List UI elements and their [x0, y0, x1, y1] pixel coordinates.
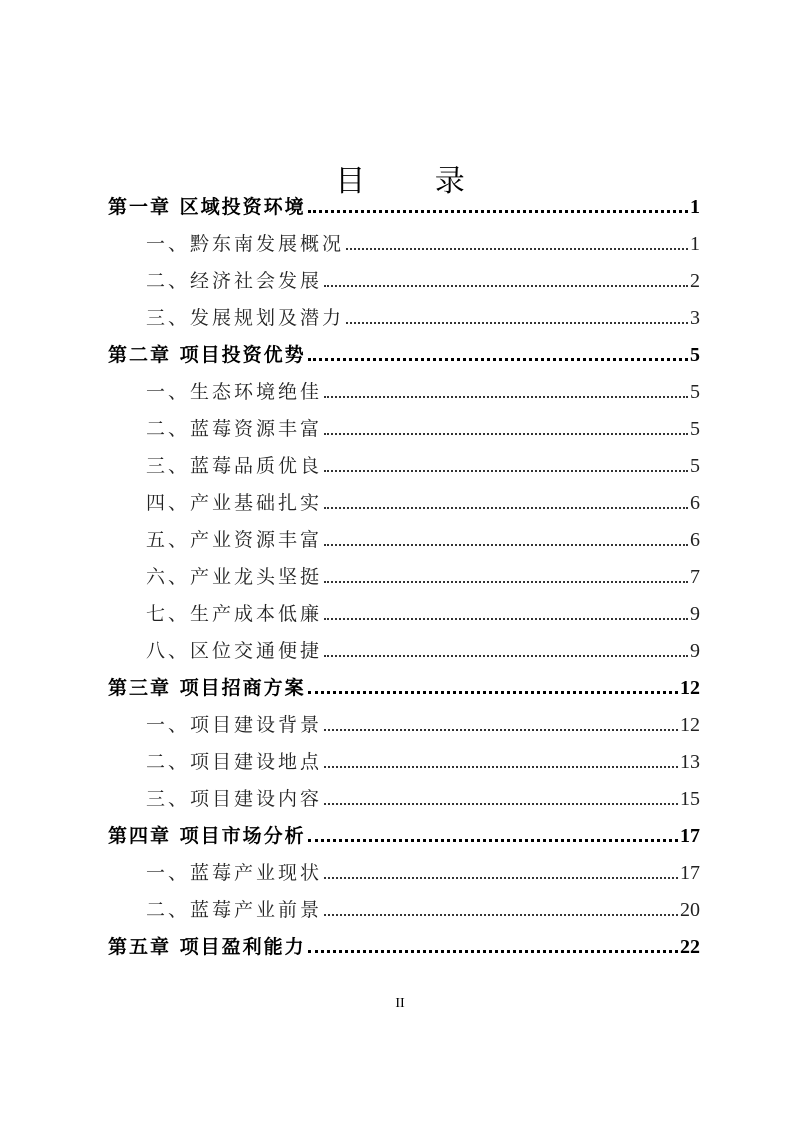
toc-entry-page-number: 1: [690, 196, 700, 218]
toc-chapter-entry[interactable]: [108, 667, 700, 704]
toc-entry-label: 一、生态环境绝佳: [146, 381, 323, 403]
toc-entry-label: 三、项目建设内容: [146, 788, 323, 810]
toc-dot-leader: [324, 433, 688, 435]
toc-chapter-entry[interactable]: [108, 815, 700, 852]
toc-section-entry[interactable]: [108, 223, 700, 260]
toc-chapter-entry[interactable]: [108, 186, 700, 223]
toc-section-entry[interactable]: [108, 593, 700, 630]
toc-entry-page-number: 5: [690, 418, 700, 440]
toc-dot-leader: [308, 210, 688, 213]
toc-entry-page-number: 7: [690, 566, 700, 588]
toc-dot-leader: [324, 396, 688, 398]
toc-chapter-entry[interactable]: [108, 926, 700, 963]
toc-entry-label: 第一章 区域投资环境: [108, 196, 306, 218]
toc-section-entry[interactable]: [108, 482, 700, 519]
toc-dot-leader: [308, 358, 688, 361]
toc-section-entry[interactable]: [108, 556, 700, 593]
toc-dot-leader: [324, 285, 688, 287]
toc-entry-page-number: 9: [690, 603, 700, 625]
toc-entry-label: 二、蓝莓产业前景: [146, 899, 323, 921]
toc-entry-label: 四、产业基础扎实: [146, 492, 323, 514]
toc-entry-page-number: 5: [690, 344, 700, 366]
toc-entry-page-number: 13: [680, 751, 700, 773]
toc-entry-page-number: 6: [690, 529, 700, 551]
toc-dot-leader: [324, 914, 678, 916]
toc-entry-page-number: 5: [690, 381, 700, 403]
toc-entry-page-number: 17: [680, 862, 700, 884]
toc-entry-label: 八、区位交通便捷: [146, 640, 323, 662]
toc-dot-leader: [346, 248, 688, 250]
toc-dot-leader: [324, 581, 688, 583]
toc-entry-label: 三、发展规划及潜力: [146, 307, 345, 329]
toc-entry-label: 第二章 项目投资优势: [108, 344, 306, 366]
toc-dot-leader: [308, 839, 678, 842]
toc-entry-page-number: 5: [690, 455, 700, 477]
toc-chapter-entry[interactable]: [108, 334, 700, 371]
toc-section-entry[interactable]: [108, 260, 700, 297]
toc-dot-leader: [324, 470, 688, 472]
toc-entry-label: 二、经济社会发展: [146, 270, 323, 292]
toc-dot-leader: [324, 544, 688, 546]
toc-section-entry[interactable]: [108, 630, 700, 667]
toc-entry-label: 一、项目建设背景: [146, 714, 323, 736]
toc-entry-page-number: 6: [690, 492, 700, 514]
toc-dot-leader: [308, 950, 678, 953]
page-number: II: [395, 996, 405, 1011]
toc-section-entry[interactable]: [108, 778, 700, 815]
toc-section-entry[interactable]: [108, 741, 700, 778]
toc-entry-label: 三、蓝莓品质优良: [146, 455, 323, 477]
toc-entry-label: 第五章 项目盈利能力: [108, 936, 306, 958]
toc-section-entry[interactable]: [108, 371, 700, 408]
toc-dot-leader: [324, 877, 678, 879]
toc-entry-page-number: 17: [680, 825, 700, 847]
toc-entry-page-number: 3: [690, 307, 700, 329]
toc-entry-label: 二、蓝莓资源丰富: [146, 418, 323, 440]
toc-dot-leader: [324, 507, 688, 509]
toc-section-entry[interactable]: [108, 889, 700, 926]
toc-section-entry[interactable]: [108, 519, 700, 556]
toc-dot-leader: [324, 655, 688, 657]
toc-entry-page-number: 12: [680, 677, 700, 699]
page-title: 目 录: [335, 164, 495, 200]
toc-entry-page-number: 9: [690, 640, 700, 662]
toc-entry-label: 一、黔东南发展概况: [146, 233, 345, 255]
toc-entry-label: 七、生产成本低廉: [146, 603, 323, 625]
toc-dot-leader: [324, 803, 678, 805]
toc-entry-page-number: 2: [690, 270, 700, 292]
toc-entry-label: 一、蓝莓产业现状: [146, 862, 323, 884]
toc-dot-leader: [324, 729, 678, 731]
toc-entry-label: 二、项目建设地点: [146, 751, 323, 773]
toc-entry-page-number: 15: [680, 788, 700, 810]
toc-dot-leader: [308, 691, 678, 694]
table-of-contents: [108, 186, 700, 963]
toc-entry-label: 第三章 项目招商方案: [108, 677, 306, 699]
toc-dot-leader: [324, 618, 688, 620]
toc-entry-label: 五、产业资源丰富: [146, 529, 323, 551]
toc-entry-page-number: 20: [680, 899, 700, 921]
toc-section-entry[interactable]: [108, 408, 700, 445]
toc-dot-leader: [324, 766, 678, 768]
toc-entry-page-number: 22: [680, 936, 700, 958]
toc-dot-leader: [346, 322, 688, 324]
toc-section-entry[interactable]: [108, 852, 700, 889]
toc-entry-page-number: 1: [690, 233, 700, 255]
toc-entry-page-number: 12: [680, 714, 700, 736]
toc-section-entry[interactable]: [108, 445, 700, 482]
toc-entry-label: 六、产业龙头坚挺: [146, 566, 323, 588]
toc-section-entry[interactable]: [108, 704, 700, 741]
toc-section-entry[interactable]: [108, 297, 700, 334]
toc-entry-label: 第四章 项目市场分析: [108, 825, 306, 847]
